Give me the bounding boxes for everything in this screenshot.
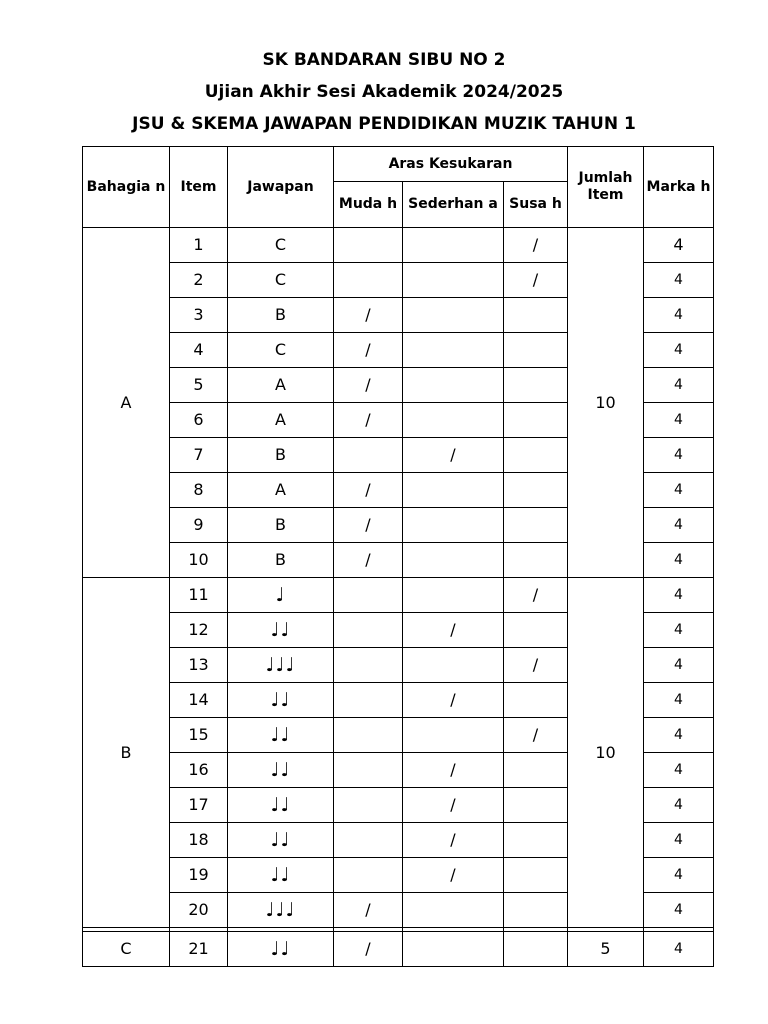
item-number: 15 — [170, 718, 228, 753]
mudah-mark: / — [334, 333, 403, 368]
susah-mark — [504, 333, 568, 368]
answer: ♩ — [228, 578, 334, 613]
item-number: 2 — [170, 263, 228, 298]
markah: 4 — [644, 648, 714, 683]
header-aras-kesukaran: Aras Kesukaran — [334, 147, 568, 182]
sederhana-mark — [403, 893, 504, 928]
answer: ♩♩ — [228, 718, 334, 753]
susah-mark — [504, 508, 568, 543]
answer: A — [228, 368, 334, 403]
sederhana-mark — [403, 368, 504, 403]
mudah-mark — [334, 858, 403, 893]
sederhana-mark: / — [403, 438, 504, 473]
header-susah: Susa h — [504, 182, 568, 228]
susah-mark: / — [504, 648, 568, 683]
susah-mark — [504, 298, 568, 333]
susah-mark — [504, 368, 568, 403]
table-row — [83, 932, 714, 967]
item-number: 18 — [170, 823, 228, 858]
mudah-mark: / — [334, 368, 403, 403]
mudah-mark: / — [334, 473, 403, 508]
markah: 4 — [644, 858, 714, 893]
item-number: 1 — [170, 228, 228, 263]
mudah-mark — [334, 578, 403, 613]
markah: 4 — [644, 508, 714, 543]
mudah-mark: / — [334, 403, 403, 438]
item-number: 6 — [170, 403, 228, 438]
answer: B — [228, 543, 334, 578]
item-number: 14 — [170, 683, 228, 718]
sederhana-mark: / — [403, 858, 504, 893]
mudah-mark — [334, 788, 403, 823]
markah: 4 — [644, 718, 714, 753]
item-number: 11 — [170, 578, 228, 613]
answer: B — [228, 298, 334, 333]
answer: A — [228, 473, 334, 508]
answer: ♩♩♩ — [228, 893, 334, 928]
table-row — [83, 228, 714, 263]
susah-mark — [504, 932, 568, 967]
item-number: 19 — [170, 858, 228, 893]
mudah-mark: / — [334, 932, 403, 967]
header-sederhana: Sederhan a — [403, 182, 504, 228]
mudah-mark — [334, 718, 403, 753]
answer: ♩♩ — [228, 858, 334, 893]
sederhana-mark: / — [403, 788, 504, 823]
mudah-mark — [334, 823, 403, 858]
header-mudah: Muda h — [334, 182, 403, 228]
section-name: C — [83, 932, 170, 967]
markah: 4 — [644, 263, 714, 298]
markah: 4 — [644, 333, 714, 368]
susah-mark — [504, 683, 568, 718]
markah: 4 — [644, 683, 714, 718]
answer: ♩♩♩ — [228, 648, 334, 683]
susah-mark: / — [504, 718, 568, 753]
header-item: Item — [170, 147, 228, 228]
header-bahagian: Bahagia n — [83, 147, 170, 228]
answer: C — [228, 263, 334, 298]
item-number: 4 — [170, 333, 228, 368]
mudah-mark — [334, 753, 403, 788]
markah: 4 — [644, 438, 714, 473]
susah-mark — [504, 543, 568, 578]
sederhana-mark: / — [403, 823, 504, 858]
sederhana-mark — [403, 543, 504, 578]
section-name: B — [83, 578, 170, 928]
item-number: 3 — [170, 298, 228, 333]
sederhana-mark — [403, 578, 504, 613]
exam-title: Ujian Akhir Sesi Akademik 2024/2025 — [204, 82, 564, 102]
sederhana-mark — [403, 403, 504, 438]
susah-mark — [504, 858, 568, 893]
answer: C — [228, 228, 334, 263]
header-jumlah-item: Jumlah Item — [568, 147, 644, 228]
item-number: 10 — [170, 543, 228, 578]
sederhana-mark — [403, 508, 504, 543]
susah-mark — [504, 438, 568, 473]
answer: C — [228, 333, 334, 368]
markah: 4 — [644, 543, 714, 578]
mudah-mark — [334, 438, 403, 473]
jumlah-item: 10 — [568, 228, 644, 578]
sederhana-mark: / — [403, 753, 504, 788]
answer: ♩♩ — [228, 753, 334, 788]
markah: 4 — [644, 368, 714, 403]
answer: B — [228, 508, 334, 543]
answer: ♩♩ — [228, 823, 334, 858]
answer: ♩♩ — [228, 683, 334, 718]
markah: 4 — [644, 893, 714, 928]
answer: B — [228, 438, 334, 473]
item-number: 20 — [170, 893, 228, 928]
mudah-mark — [334, 228, 403, 263]
susah-mark — [504, 613, 568, 648]
mudah-mark: / — [334, 508, 403, 543]
markah: 4 — [644, 403, 714, 438]
mudah-mark — [334, 263, 403, 298]
answer: A — [228, 403, 334, 438]
mudah-mark — [334, 683, 403, 718]
sederhana-mark — [403, 228, 504, 263]
answer: ♩♩ — [228, 613, 334, 648]
table-row — [83, 578, 714, 613]
sederhana-mark — [403, 932, 504, 967]
sederhana-mark — [403, 333, 504, 368]
subject-title: JSU & SKEMA JAWAPAN PENDIDIKAN MUZIK TAHUN 1 — [132, 114, 636, 134]
susah-mark — [504, 788, 568, 823]
sederhana-mark — [403, 648, 504, 683]
jumlah-item: 10 — [568, 578, 644, 928]
susah-mark: / — [504, 228, 568, 263]
markah: 4 — [644, 753, 714, 788]
susah-mark — [504, 753, 568, 788]
mudah-mark: / — [334, 893, 403, 928]
markah: 4 — [644, 823, 714, 858]
sederhana-mark — [403, 718, 504, 753]
item-number: 21 — [170, 932, 228, 967]
markah: 4 — [644, 228, 714, 263]
mudah-mark — [334, 613, 403, 648]
header-jawapan: Jawapan — [228, 147, 334, 228]
item-number: 7 — [170, 438, 228, 473]
susah-mark — [504, 823, 568, 858]
mudah-mark — [334, 648, 403, 683]
markah: 4 — [644, 788, 714, 823]
markah: 4 — [644, 298, 714, 333]
item-number: 16 — [170, 753, 228, 788]
answer: ♩♩ — [228, 788, 334, 823]
mudah-mark: / — [334, 543, 403, 578]
susah-mark — [504, 403, 568, 438]
mudah-mark: / — [334, 298, 403, 333]
item-number: 17 — [170, 788, 228, 823]
susah-mark: / — [504, 578, 568, 613]
table-body — [83, 228, 714, 967]
sederhana-mark — [403, 298, 504, 333]
markah: 4 — [644, 578, 714, 613]
markah: 4 — [644, 613, 714, 648]
answer: ♩♩ — [228, 932, 334, 967]
item-number: 5 — [170, 368, 228, 403]
sederhana-mark — [403, 473, 504, 508]
section-name: A — [83, 228, 170, 578]
school-name: SK BANDARAN SIBU NO 2 — [262, 50, 506, 70]
item-number: 12 — [170, 613, 228, 648]
header-markah: Marka h — [644, 147, 714, 228]
answer-scheme-table — [82, 146, 714, 967]
item-number: 8 — [170, 473, 228, 508]
sederhana-mark: / — [403, 613, 504, 648]
markah: 4 — [644, 473, 714, 508]
susah-mark — [504, 473, 568, 508]
sederhana-mark: / — [403, 683, 504, 718]
susah-mark — [504, 893, 568, 928]
item-number: 9 — [170, 508, 228, 543]
item-number: 13 — [170, 648, 228, 683]
jumlah-item: 5 — [568, 932, 644, 967]
susah-mark: / — [504, 263, 568, 298]
markah: 4 — [644, 932, 714, 967]
sederhana-mark — [403, 263, 504, 298]
